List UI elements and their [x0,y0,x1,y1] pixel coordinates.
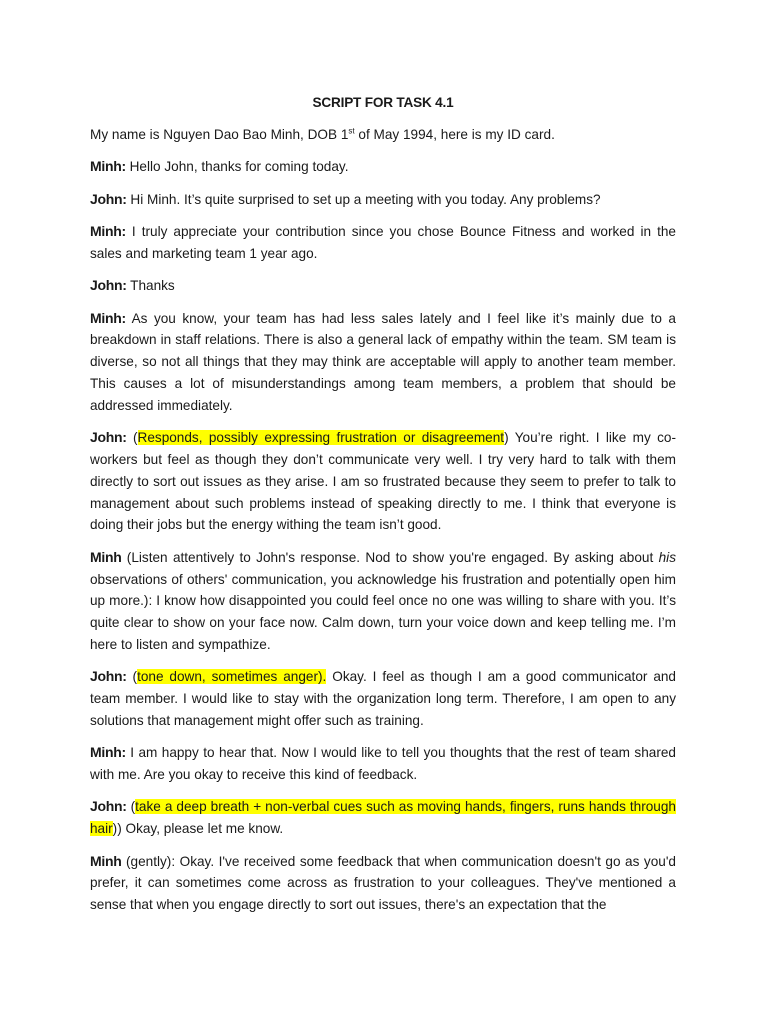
dialogue-text: Thanks [126,278,175,294]
speaker-label: Minh [90,852,122,869]
dialogue-prefix: (Listen attentively to John's response. Nod to show you're engaged. By asking about [121,549,659,565]
dialogue-line-5 [90,308,676,417]
dialogue-text: As you know, your team has had less sales lately and I feel like it’s mainly due to a breakdown in staff relations. There is also a general lack of empathy within the team. SM team is diverse, so not all things that they may think are acceptable will apply to another team member. This causes a lot of misunderstandings among team members, a problem that should be addressed immediately. [90,310,676,413]
dialogue-prefix: ( [126,669,138,685]
dialogue-line-10 [90,796,676,840]
dialogue-prefix: ( [126,799,136,815]
dialogue-text: )) Okay, please let me know. [112,821,284,837]
dialogue-line-9 [90,742,676,786]
speaker-label: Minh: [90,158,126,175]
speaker-label: John: [90,277,127,294]
highlighted-direction: Responds, possibly expressing frustration or disagreement [137,430,505,446]
dialogue-line-3 [90,221,676,265]
document-title: SCRIPT FOR TASK 4.1 [312,95,454,110]
dialogue-line-6 [90,427,676,536]
highlighted-direction: take a deep breath + non-verbal cues such as moving hands, fingers, runs hands through hair [90,799,676,837]
intro-text-end: of May 1994, here is my ID card. [354,126,555,142]
dialogue-text: Okay. I feel as though I am a good communicator and team member. I would like to stay with the organization long term. Therefore, I am open to any solutions that management might offer such as training. [90,669,676,728]
speaker-label: Minh: [90,222,126,239]
speaker-label: John: [90,429,127,446]
intro-paragraph [90,124,676,146]
document-page [90,92,676,927]
speaker-label: John: [90,798,127,815]
dialogue-line-7 [90,547,676,656]
dialogue-line-2 [90,189,676,211]
dialogue-line-1 [90,156,676,178]
intro-text: My name is Nguyen Dao Bao Minh, DOB 1 [90,126,349,142]
dialogue-text: ) You’re right. I like my co-workers but feel as though they don’t communicate very well. I try very hard to talk with them directly to sort out issues as they arise. I am so frustrated because they seem to prefer to talk to management about such problems instead of speaking directly to me. I think that everyone is doing their jobs but the energy withing the team isn’t good. [90,430,676,533]
dialogue-prefix: ( [126,430,138,446]
dialogue-line-4 [90,275,676,297]
italic-word: his [658,549,676,565]
speaker-label: John: [90,190,127,207]
dialogue-text: Hello John, thanks for coming today. [125,159,349,175]
dialogue-text: I truly appreciate your contribution since you chose Bounce Fitness and worked in the sales and marketing team 1 year ago. [90,223,676,261]
speaker-label: Minh [90,548,122,565]
dialogue-text: observations of others' communication, you acknowledge his frustration and potentially open him up more.): I know how disappointed you could feel once no one was willing to share with you. It’s quite clear to show on your face now. Calm down, turn your voice down and keep telling me. I’m here to listen and sympathize. [90,571,676,652]
speaker-label: John: [90,668,127,685]
highlighted-direction: tone down, sometimes anger). [137,669,327,685]
speaker-label: Minh: [90,309,126,326]
dialogue-line-8 [90,666,676,731]
dialogue-text: (gently): Okay. I've received some feedback that when communication doesn't go as you'd prefer, it can sometimes come across as frustration to your colleagues. They've mentioned a sense that when you engage directly to sort out issues, there's an expectation that the [90,853,676,913]
dialogue-line-11 [90,851,676,916]
dialogue-text: Hi Minh. It’s quite surprised to set up a meeting with you today. Any problems? [126,191,601,207]
ordinal-suffix: st [348,126,355,136]
speaker-label: Minh: [90,744,126,761]
dialogue-text: I am happy to hear that. Now I would like to tell you thoughts that the rest of team shared with me. Are you okay to receive this kind of feedback. [90,745,676,783]
